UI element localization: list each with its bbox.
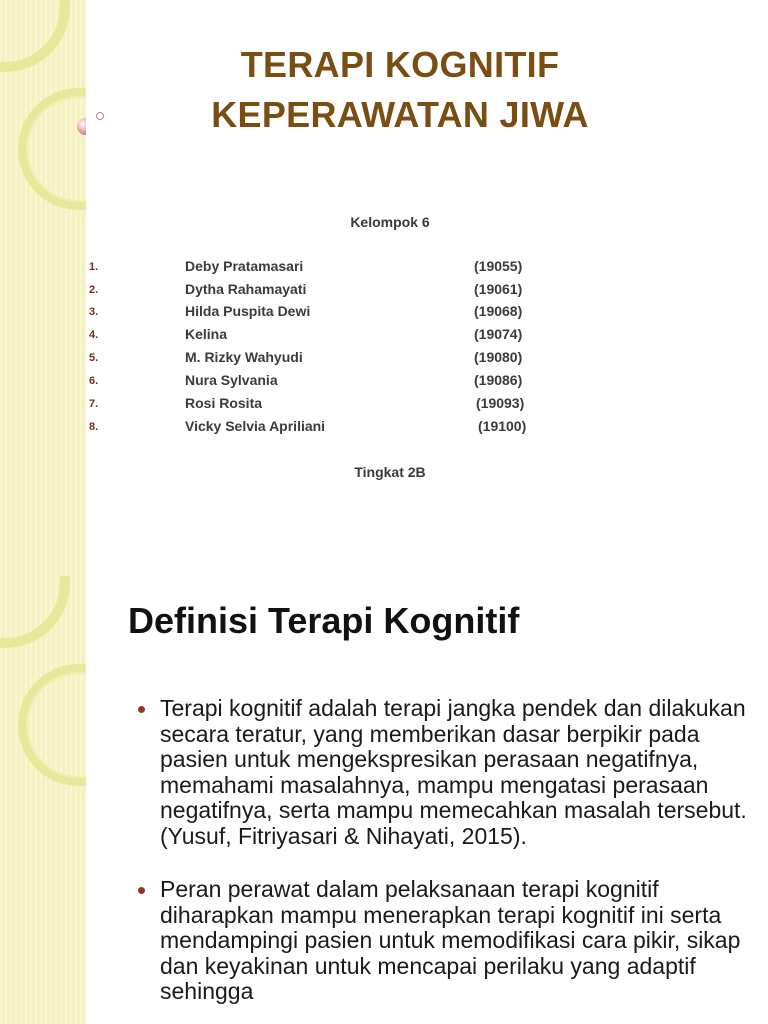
member-name: Hilda Puspita Dewi <box>185 303 311 319</box>
decorative-ring <box>0 576 70 648</box>
bullet-text: Peran perawat dalam pelaksanaan terapi kognitif diharapkan mampu menerapkan terapi kognitif ini serta mendampingi pasien untuk memodifikasi cara pikir, sikap dan keyakinan untuk mencapai perilaku yang adaptif sehingga <box>160 876 741 1004</box>
list-item <box>0 395 768 417</box>
member-id: (19074) <box>474 326 523 342</box>
list-item <box>138 877 758 1005</box>
item-number: 7. <box>89 398 99 410</box>
item-number: 1. <box>89 261 99 273</box>
title-line-1: TERAPI KOGNITIF <box>240 44 560 85</box>
list-item <box>0 303 768 325</box>
decorative-ring <box>0 0 70 72</box>
decorative-bead <box>96 112 104 120</box>
member-id: (19100) <box>478 418 527 434</box>
member-name: Rosi Rosita <box>185 395 263 411</box>
item-number: 5. <box>89 352 99 364</box>
item-number: 4. <box>89 329 99 341</box>
list-item <box>0 326 768 348</box>
member-name: Dytha Rahamayati <box>185 281 307 297</box>
member-id: (19055) <box>474 258 523 274</box>
decorative-side-strip <box>0 576 86 1024</box>
slide-definition <box>0 576 768 1024</box>
bullet-icon <box>138 887 145 894</box>
item-number: 8. <box>89 421 99 433</box>
slide-heading: Definisi Terapi Kognitif <box>128 600 520 641</box>
list-item <box>138 696 758 849</box>
bullet-text: Terapi kognitif adalah terapi jangka pendek dan dilakukan secara teratur, yang memberikan dasar berpikir pada pasien untuk mengekspresikan perasaan negatifnya, memahami masalahnya, mampu mengatasi perasaan negatifnya, serta mampu memecahkan masalah tersebut. (Yusuf, Fitriyasari & Nihayati, 2015). <box>160 695 747 849</box>
list-item <box>0 258 768 280</box>
title-line-2: KEPERAWATAN JIWA <box>211 94 589 135</box>
list-item <box>0 349 768 371</box>
bullet-icon <box>138 706 145 713</box>
member-name: Vicky Selvia Apriliani <box>185 418 326 434</box>
item-number: 3. <box>89 306 99 318</box>
member-id: (19061) <box>474 281 523 297</box>
group-label: Kelompok 6 <box>350 214 430 230</box>
member-name: Nura Sylvania <box>185 372 278 388</box>
item-number: 2. <box>89 284 99 296</box>
member-id: (19093) <box>476 395 525 411</box>
member-name: Deby Pratamasari <box>185 258 304 274</box>
member-id: (19086) <box>474 372 523 388</box>
list-item <box>0 281 768 303</box>
member-name: M. Rizky Wahyudi <box>185 349 303 365</box>
class-level: Tingkat 2B <box>354 464 426 480</box>
member-id: (19068) <box>474 303 523 319</box>
list-item <box>0 418 768 440</box>
list-item <box>0 372 768 394</box>
item-number: 6. <box>89 375 99 387</box>
member-id: (19080) <box>474 349 523 365</box>
member-name: Kelina <box>185 326 228 342</box>
bullet-list <box>138 696 758 1024</box>
